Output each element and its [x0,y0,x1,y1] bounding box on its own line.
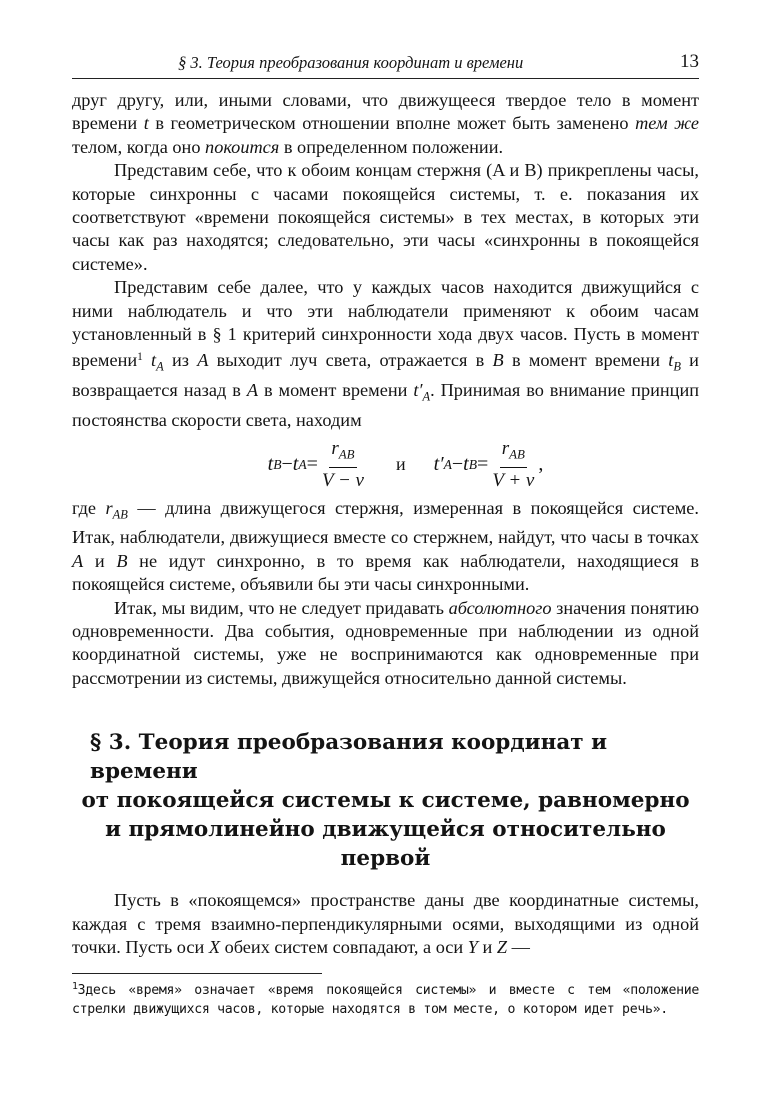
math-sub: AB [112,506,128,521]
text-run: не идут синхронно, в то время как наблюдатели, находящиеся в покоящейся системе, объявили бы эти часы синхронными. [72,550,699,595]
paragraph-1 [72,89,699,159]
running-header [72,50,699,79]
math-A: A [246,380,258,401]
display-formula [112,433,699,497]
math-sub: B [673,360,681,375]
math-A: A [197,350,209,371]
text-run: в определенном положении. [283,136,504,157]
body-text [72,89,699,1019]
running-header-title: § 3. Теория преобразования координат и времени [178,53,524,72]
text-run: значения понятию одновременности. Два события, одновременные при наблюдении из одной координатной системы, уже не воспринимаются как одновременные при рассмотрении из системы, движущейся относительно данной системы. [72,597,699,688]
math-sub: B [468,456,478,472]
fraction-numerator: $r_{AB}$ [329,437,356,468]
footnote-ref[interactable]: 1 [137,351,143,364]
math-B: B [492,350,504,371]
formula-conjunction: и [395,453,406,474]
section-heading-line: первой [340,846,431,872]
math-sub: A [422,389,431,404]
fraction-numerator: $r_{AB}$ [500,437,527,468]
math-t: t [433,452,440,475]
text-run: в момент времени [263,380,408,401]
section-heading [72,728,699,873]
text-run: и [94,550,105,571]
text-run: — [511,937,530,958]
fraction-denominator: V − v [321,469,364,491]
text-run: в момент времени [511,350,660,371]
text-run: телом, когда оно [72,136,201,157]
math-t: t [292,452,299,475]
paragraph-6 [72,889,699,959]
math-Z: Z [496,937,508,958]
footnote-rule [72,973,322,974]
page [72,50,699,1019]
text-run: Итак, мы видим, что не следует придавать [114,597,444,618]
math-sub: A [298,456,307,472]
math-t: t [463,452,469,475]
math-sub: B [273,456,282,472]
text-run: друг другу, или, иными словами, что движущееся твердое тело в момент времени [72,90,699,134]
math-t: t [151,350,157,371]
math-operator: − [451,452,464,475]
text-run: из [171,350,189,371]
paragraph-4 [72,497,699,597]
text-run: — длина движущегося стержня, измеренная в покоящейся системе. Итак, наблюдатели, движущиеся вместе со стержнем, найдут, что часы в точках [72,497,699,548]
text-run: Пусть в «покоящемся» пространстве даны две координатные системы, каждая с тремя взаимно-перпендикулярными осями, выходящими из одной точки. Пусть оси [72,890,699,958]
math-t: t [267,452,274,475]
fraction-right [492,437,534,492]
paragraph-2: Представим себе, что к обоим концам стержня (A и B) прикреплены часы, которые синхронны с часами покоящейся системы, т. е. показания их соответствуют «времени покоящейся системы» в тех местах, в которых эти часы как раз находятся; следовательно, эти часы «синхронны в покоящейся системе». [72,160,699,274]
text-run: в геометрическом отношении вполне может быть заменено [155,113,629,134]
math-t: t [668,350,674,371]
math-Y: Y [467,937,478,958]
math-punct: , [538,452,544,475]
paragraph-5 [72,597,699,691]
emphasis: абсолютного [448,597,552,618]
math-B: B [116,550,128,571]
section-heading-line: и прямолинейно движущейся относительно [105,817,666,843]
text-run: выходит луч света, отражается в [216,350,485,371]
math-t: t [143,113,149,134]
text-run: . Принимая во внимание принцип постоянства скорости света, находим [72,380,700,431]
footnote-text: Здесь «время» означает «время покоящейся системы» и вместе с тем «положение стрелки движущихся часов, которые находятся в том месте, о котором идет речь». [72,983,699,1018]
fraction-left [322,437,364,492]
math-operator: = [306,452,318,475]
text-run: Представим себе далее, что у каждых часов находится движущийся с ними наблюдатель и что эти наблюдатели применяют к обоим часам установленный в § 1 критерий синхронности хода двух часов. Пусть в момент времени [72,277,699,371]
emphasis: тем же [635,113,700,134]
math-A: A [72,550,84,571]
footnote-mark: 1 [72,981,78,993]
section-heading-line: § 3. Теория преобразования координат и времени [90,730,608,785]
text-run: и [482,937,493,958]
footnote [72,977,699,1019]
text-run: где [72,497,97,518]
math-r: r [105,497,113,518]
section-heading-line: от покоящейся системы к системе, равномерно [81,788,690,814]
emphasis: покоится [205,136,280,157]
math-t: t [413,380,419,401]
text-run: обеих систем совпадают, а оси [224,937,464,958]
math-sub: A [156,360,164,375]
math-X: X [208,937,221,958]
math-prime: ′ [418,380,423,401]
math-prime: ′ [439,452,444,475]
math-operator: = [477,452,489,475]
paragraph-3 [72,276,699,432]
page-number: 13 [680,51,699,72]
text-run: и возвращается назад в [72,350,699,401]
math-operator: − [281,452,293,475]
fraction-denominator: V + v [492,469,535,491]
math-sub: A [443,456,452,472]
